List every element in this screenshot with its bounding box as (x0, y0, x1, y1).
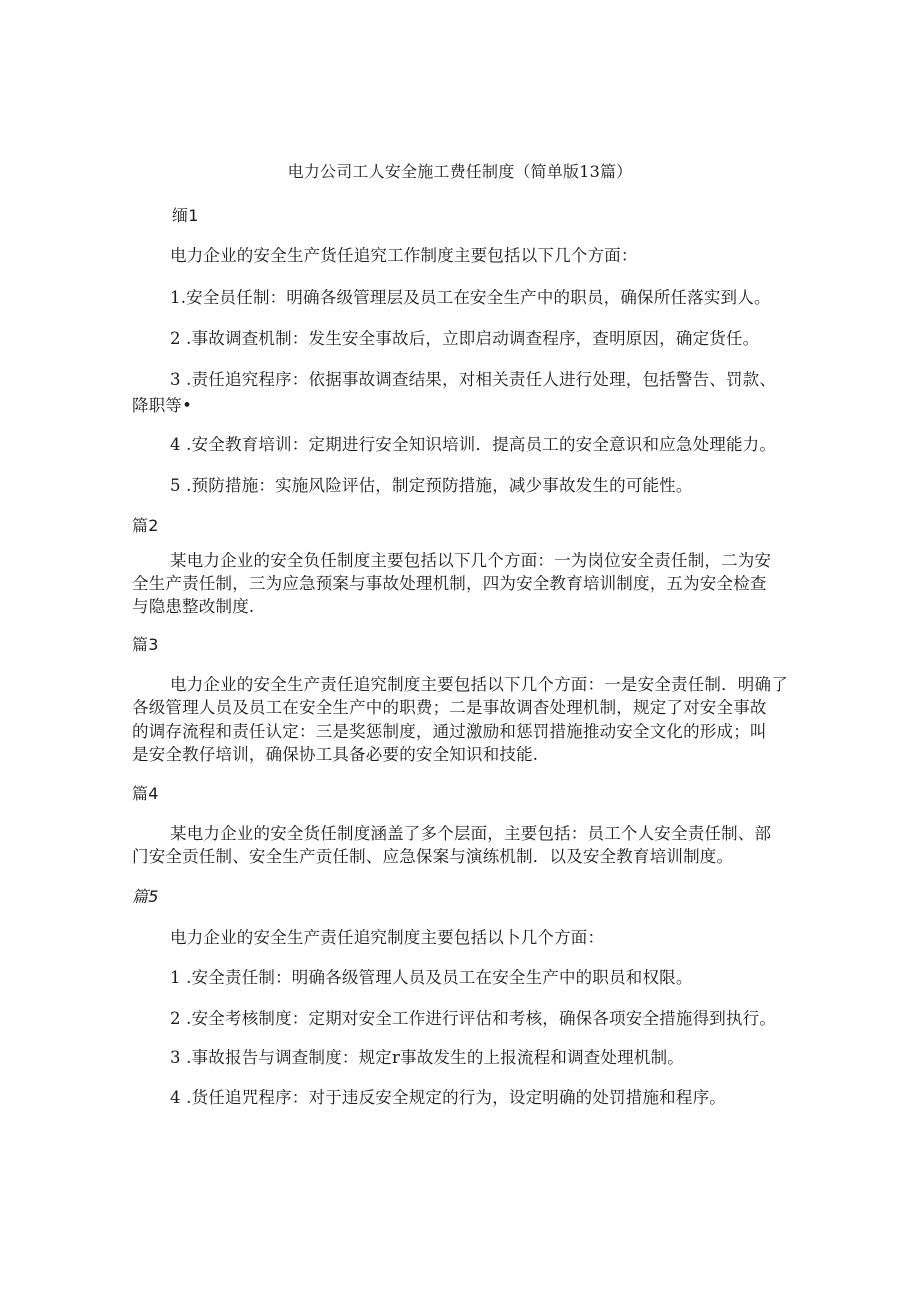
section-4-line-1: 某电力企业的安全货任制度涵盖了多个层面，主要包括：员工个人安全责任制、部 (170, 824, 772, 843)
section-2-heading: 篇2 (132, 516, 159, 535)
section-5-item-1: 1 .安全责任制：明确各级管理人员及员工在安全生产中的职员和权限。 (170, 968, 693, 987)
section-5-item-3: 3 .事故报告与调查制度：规定r事故发生的上报流程和调查处理机制。 (170, 1048, 684, 1067)
section-1-item-1: 1.安全员任制：明确各级管理层及员工在安全生产中的职员，确保所任落实到人。 (170, 288, 771, 307)
section-4-heading: 篇4 (132, 784, 159, 803)
section-1-item-5: 5 .预防措施：实施风险评估，制定预防措施，减少事故发生的可能性。 (170, 476, 693, 495)
section-5-heading: 篇5 (132, 887, 159, 906)
section-1-intro: 电力企业的安全生产货任追究工作制度主要包括以下几个方面： (170, 246, 638, 265)
section-1-heading: 缅1 (172, 206, 199, 225)
section-1-item-3: 3 .责任追究程序：依据事故调查结果，对相关责任人进行处理，包括警告、罚款、 (170, 370, 777, 389)
section-4-line-2: 门安全贡任制、安全生产贡任制、应急保案与演练机制．以及安全教育培训制度。 (132, 847, 734, 866)
section-2-line-2: 全生产责任制，三为应急预案与事故处理机制，四为安全教育培训制度，五为安全检查 (132, 574, 767, 593)
section-3-heading: 篇3 (132, 635, 159, 654)
section-3-line-4: 是安全教仔培训，确保协工具备必要的安全知识和技能. (132, 745, 539, 764)
section-3-line-2: 各级管理人员及员工在安全生产中的职费；二是事故调杳处理机制，规定了对安全事故 (132, 698, 767, 717)
document-title: 电力公司工人安全施工费任制度（简单版13篇） (287, 162, 633, 181)
section-3-line-1: 电力企业的安全生产责任追究制度主要包括以下几个方面：一是安全责任制．明确了 (170, 675, 788, 694)
section-1-item-3-cont: 降职等• (132, 396, 193, 415)
section-1-item-4: 4 .安全教育培训：定期进行安全知识培训．提高员工的安全意识和应急处理能力。 (170, 435, 777, 454)
section-5-intro: 电力企业的安全生产责任追究制度主要包括以卜几个方面： (170, 928, 605, 947)
section-2-line-1: 某电力企业的安全负任制度主要包括以下几个方面：一为岗位安全责任制，二为安 (170, 551, 772, 570)
section-5-item-2: 2 .安全考核制度：定期对安全工作进行评估和考核，确保各项安全措施得到执行。 (170, 1009, 777, 1028)
section-5-item-4: 4 .货任追咒程序：对于违反安全规定的行为，设定明确的处罚措施和程序。 (170, 1088, 726, 1107)
section-1-item-2: 2 .事故调查机制：发生安全事故后，立即启动调查程序，查明原因，确定货任。 (170, 329, 760, 348)
section-3-line-3: 的调存流程和责任认定：三是奖惩制度，通过激励和惩罚措施推动安全文化的形成；叫 (132, 722, 767, 741)
section-2-line-3: 与隐患整改制度. (132, 597, 255, 616)
